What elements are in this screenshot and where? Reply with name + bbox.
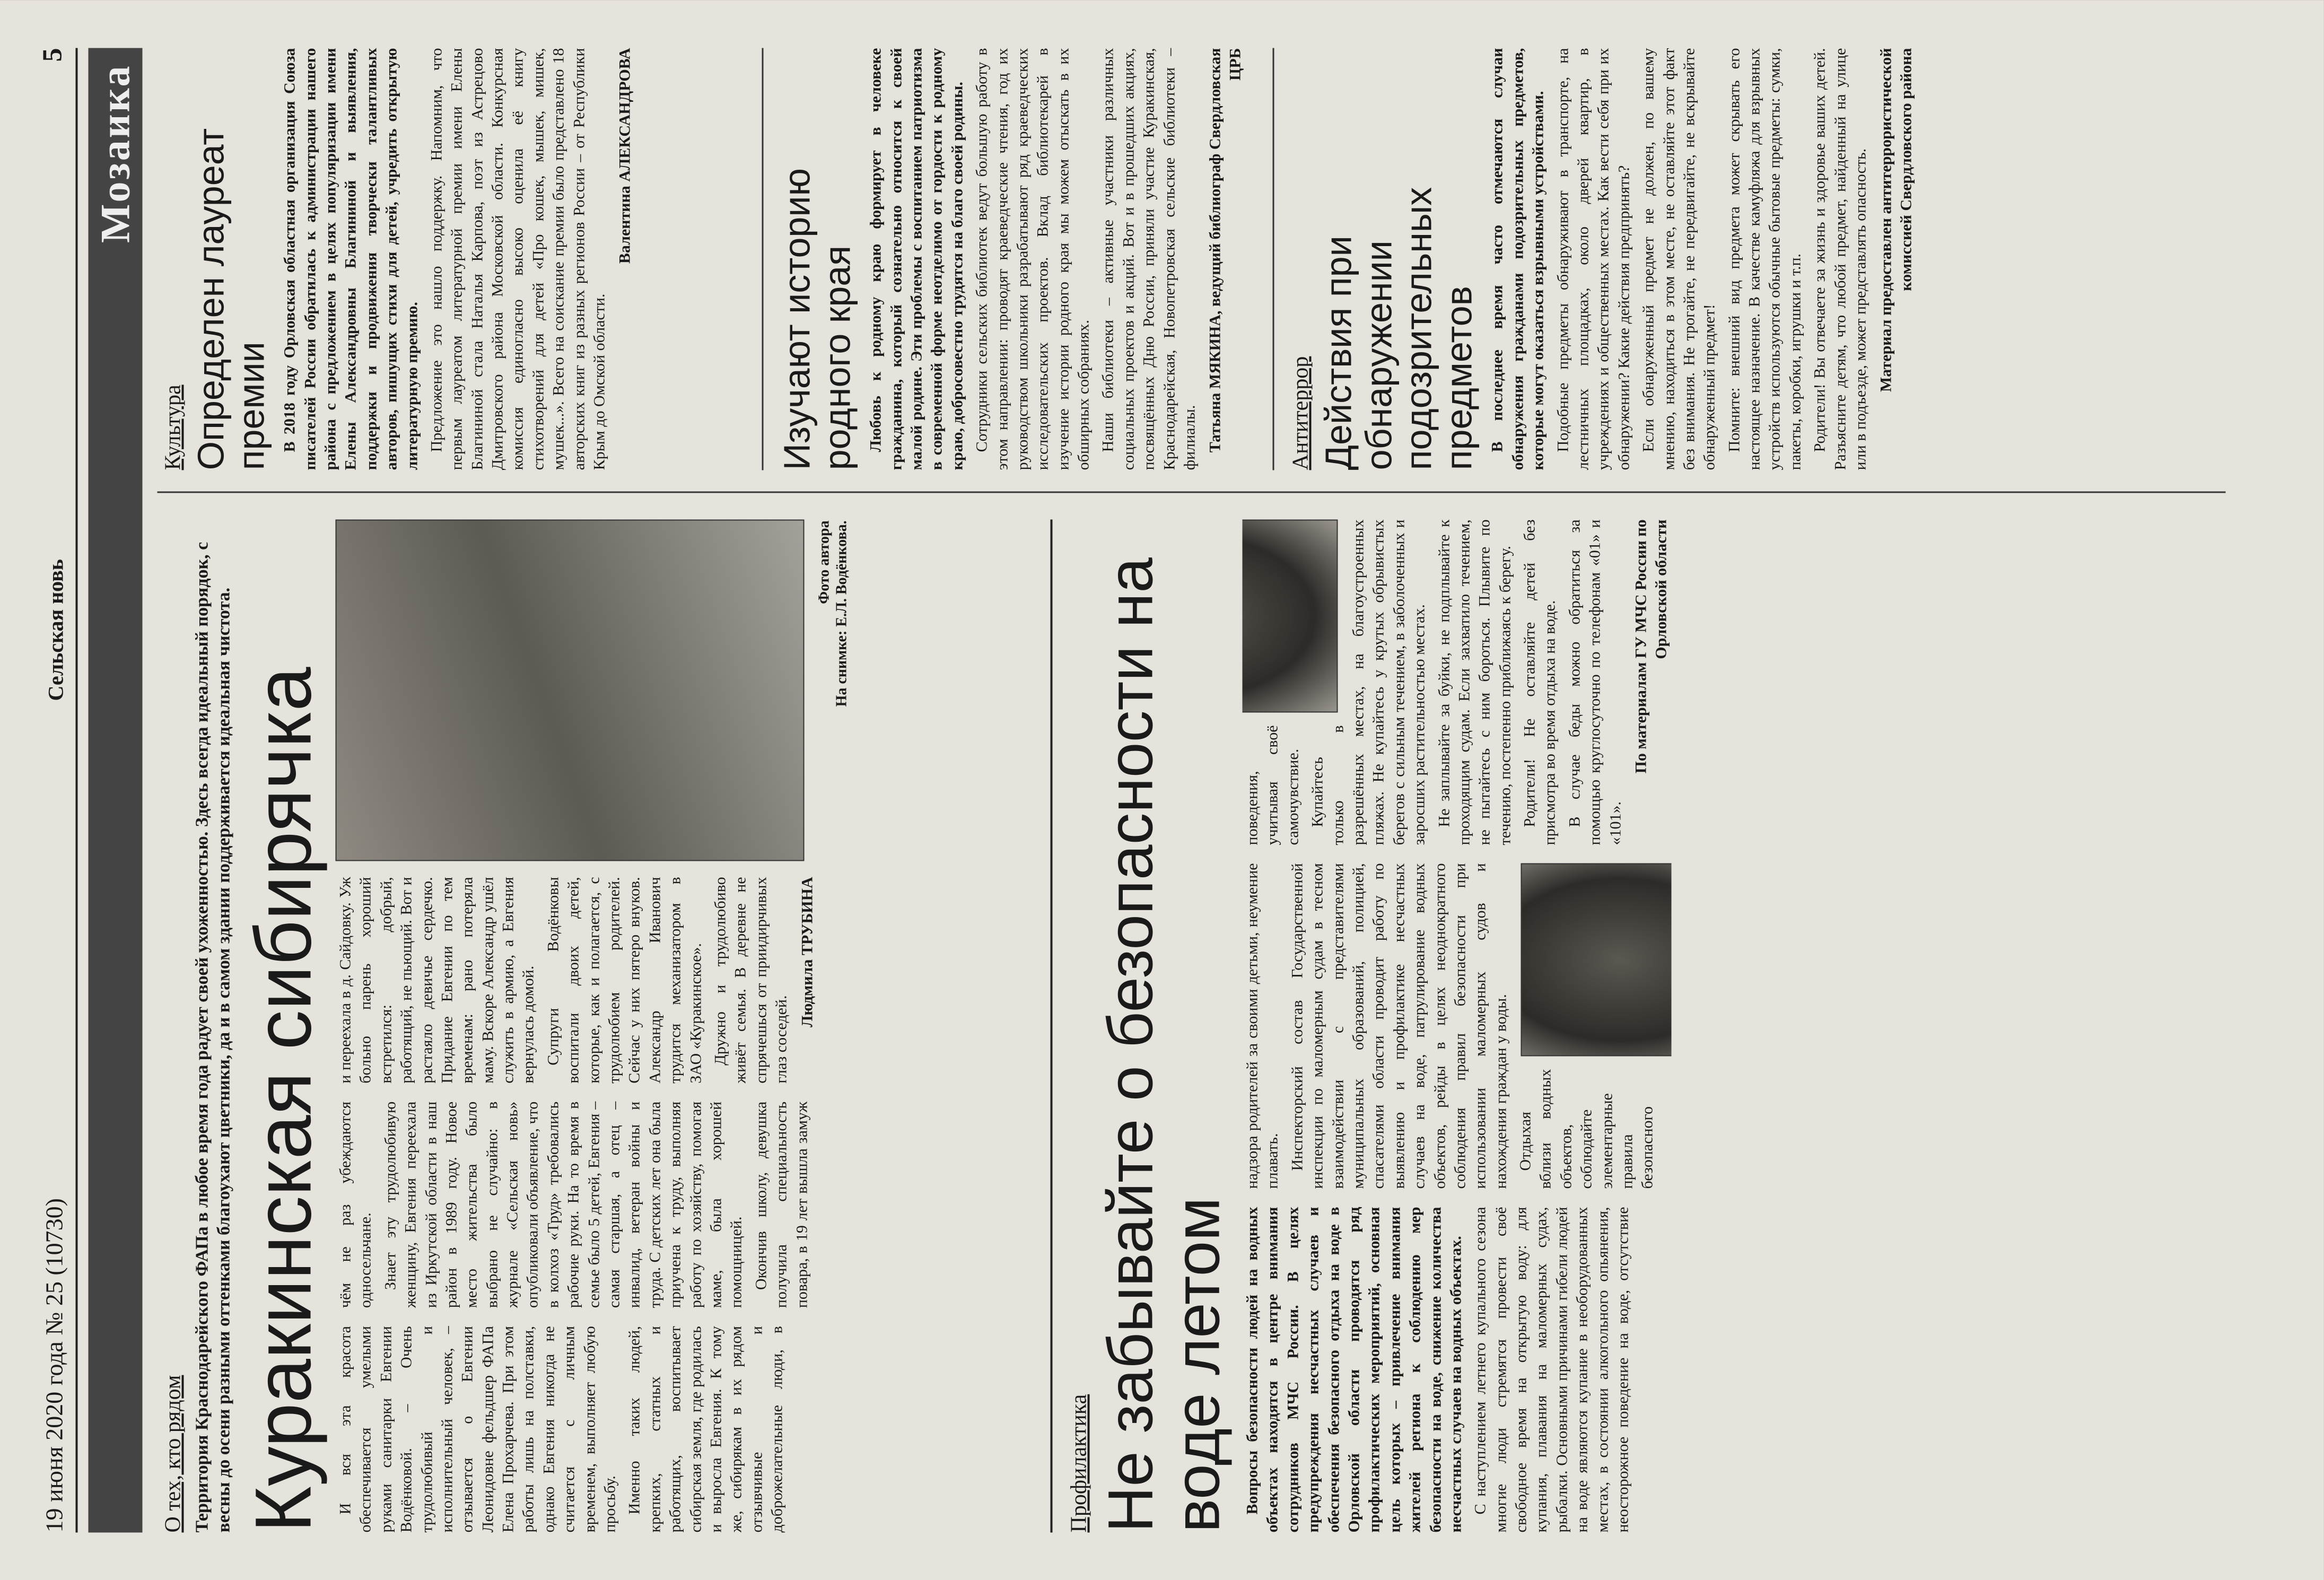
page-number: 5 — [37, 48, 68, 62]
section-title: Мозаика — [89, 48, 143, 1533]
article-library — [774, 48, 1262, 470]
paragraph: Родители! Не оставляйте детей без присмотра во время отдыха на воде. — [1521, 519, 1559, 845]
rubric: Профилактика — [1067, 1394, 1091, 1533]
rubric: Культура — [161, 385, 186, 470]
photo-caption — [815, 520, 851, 860]
headline: Куракинская сибирячка — [238, 667, 328, 1533]
headline: Определен лауреат премии — [190, 128, 272, 470]
article-body — [335, 877, 817, 1532]
paragraph: Предложение это нашло поддержку. Напомним, что первым лауреатом литературной премии имени Елены Благининой стала Наталья Карпова, поэт из Астрецово Дмитровского района Московской области. Конкурсная комиссия единогласно высоко оценила её книгу стихотворений для детей «Про кошек, мышек, мишек, мушек...». Всего на соискание премии было представлено 18 авторских книг из разных регионов России – от Республики Крым до Омской области. — [427, 48, 608, 470]
divider — [1051, 519, 1053, 1532]
newspaper-page — [0, 1, 2324, 1580]
lead: Вопросы безопасности людей на водных объектах находятся в центре внимания сотрудников МЧС России. В целях предупреждения несчастных случаев и обеспечения безопасного отдыха на воде в Орловской области проводятся ряд профилактических мероприятий, основная цель которых – привлечение внимания жителей региона к соблюдению мер безопасности на воде, снижение количества несчастных случаев на водных объектах. — [1243, 1207, 1465, 1533]
headline: Действия при обнаружении подозрительных предметов — [1317, 187, 1480, 470]
article-siberian — [158, 519, 1038, 1532]
page-grid — [158, 48, 2226, 1533]
lead: В 2018 году Орловская областная организация Союза писателей России обратилась к администрации нашего района с предложением в целях популяризации имени Елены Александровны Благининой и выявления, поддержки и продвижения творчески талантливых авторов, пишущих стихи для детей, учредить открытую литературную премию. — [281, 48, 421, 470]
paragraph: Сотрудники сельских библиотек ведут большую работу в этом направлении: проводят краеведческие чтения, год их руководством школьники разрабатывают ряд краеведческих исследовательских проектов. Вклад библиотекарей в изучение истории родного края мы можем отыскать в их обширных собраниях. — [973, 48, 1093, 470]
article-culture — [158, 48, 752, 470]
paragraph: Отдыхая вблизи водных объектов, соблюдайте элементарные правила безопасного поведения, учитывая своё самочувствие. — [1243, 725, 1656, 1189]
paragraph: С наступлением летнего купального сезона многие люди стремятся провести своё свободное время на открытую воду: для купания, плавания на маломерных судах, рыбалки. Основными причинами гибели людей на воде являются купание в необорудованных местах, в состоянии алкогольного опьянения, неосторожное поведение на воде, отсутствие надзора родителей за своими детьми, неумение плавать. — [1243, 863, 1632, 1533]
paragraph: Помните: внешний вид предмета может скрывать его настоящее назначение. В качестве камуфляжа для взрывных устройств используются обычные бытовые предметы: сумки, пакеты, коробки, игрушки и т.п. — [1725, 48, 1804, 470]
source: По материалам ГУ МЧС России по Орловской области — [1632, 519, 1670, 774]
paragraph: Купайтесь только в разрешённых местах, на благоустроенных пляжах. Не купайтесь у крутых обрывистых берегов с сильным течением, в заболоченных и заросших растительностью местах. — [1308, 519, 1428, 845]
photo-credit: Фото автора — [816, 520, 833, 604]
paragraph: Супруги Водёнковы воспитали двоих детей, которые, как и полагается, с трудолюбием родителей. Сейчас у них пятеро внуков. Александр Иванович трудится механизатором в ЗАО «Куракинское». — [544, 877, 705, 1084]
author: Валентина АЛЕКСАНДРОВА — [616, 48, 634, 264]
lead: В последнее время часто отмечаются случаи обнаружения гражданами подозрительных предметов, которые могут оказаться взрывными устройствами. — [1488, 48, 1547, 470]
lead: Территория Краснодарейского ФАПа в любое время года радует своей ухоженностью. Здесь всегда идеальный порядок, с весны до осени разными оттенками благоухают цветники, да и в самом здании поддерживается идеальная чистота. — [192, 542, 234, 1533]
paragraph: Не заплывайте за буйки, не подплывайте к проходящим судам. Если захватило течением, не пытайтесь с ним бороться. Плывите по течению, постепенно приближаясь к берегу. — [1435, 519, 1514, 845]
headline: Не забывайте о безопасности на воде летом — [1095, 557, 1233, 1533]
lead: Любовь к родному краю формирует в человеке гражданина, который сознательно относится к своей малой родине. Эти проблемы с воспитанием патриотизма в современной форме неотделимо от гордости к родному краю, добросовестно трудятся на благо своей родины. — [867, 48, 966, 470]
paragraph: Дружно и трудолюбиво живёт семья. В деревне не спрячешься от приидирчивых глаз соседей. — [711, 877, 790, 1084]
paragraph: Окончив школу, девушка получила специальность повара, в 19 лет вышла замуж и переехала в д. Сайдовку. Уж больно парень хороший встретился: добрый, работящий, не пьющий. Вот и растаяло девичье сердечко. Придание Евгении по тем временам: рано потеряла маму. Вскоре Александр ушёл служить в армию, а Евгения вернулась домой. — [336, 877, 811, 1308]
article-body — [866, 48, 1245, 470]
article-antiterror — [1285, 48, 2226, 470]
issue-date: 19 июня 2020 года № 25 (10730) — [40, 1198, 68, 1533]
photo-subject: На снимке: Е.Л. Водёнкова. — [833, 520, 850, 707]
paragraph: Если обнаруженный предмет не должен, по вашему мнению, находиться в этом месте, не оставляйте этот факт без внимания. Не трогайте, не передвигайте, не вскрывайте обнаруженный предмет! — [1639, 48, 1718, 470]
paragraph: Наши библиотеки – активные участники различных социальных проектов и акций. Вот и в прошедших акциях, посвящённых Дню России, приняли участие Куракинская, Краснодарейская, Новопетровская сельские библиотеки – филиалы. — [1099, 48, 1199, 470]
divider — [762, 48, 764, 470]
left-column — [158, 519, 2226, 1532]
rubric: Антитеррор — [1288, 356, 1313, 470]
author: Татьяна МЯКИНА, ведущий библиограф Свердловская ЦРБ — [1206, 48, 1244, 453]
article-body — [1488, 48, 1916, 470]
right-column — [158, 48, 2226, 493]
article-water-safety — [1063, 519, 2226, 1532]
article-body — [1243, 519, 1672, 1532]
rubric: О тех, кто рядом — [161, 1375, 186, 1533]
author: Людмила ТРУБИНА — [798, 877, 816, 1027]
paragraph: Инспекторский состав Государственной инспекции по маломерным судам в тесном взаимодействии с представителями муниципальных образований, полицией, спасателями области проводит работу по выявлению и профилактике несчастных случаев на воде, патрулирование водных объектов, рейды в целях неоднократного соблюдения правил безопасности при использовании маломерных судов и нахождения граждан у воды. — [1288, 863, 1510, 1189]
paragraph: И вся эта красота обеспечивается умелыми руками санитарки Евгении Водёнковой. – Очень трудолюбивый и исполнительный человек, – отзывается о Евгении Леонидовне фельдшер ФАПа Елена Прохарчева. При этом работы лишь на полставки, однако Евгения никогда не считается с личным временем, выполняет любую просьбу. — [336, 1326, 619, 1533]
paper-name: Сельская новь — [43, 559, 68, 701]
article-body — [280, 48, 635, 470]
photo-woman-with-bicycle — [335, 519, 850, 861]
paragraph: Подобные предметы обнаруживают в транспорте, на лестничных площадках, около дверей квартир, в учреждениях и общественных местах. Как вести себя при их обнаружении? Какие действия предпринять? — [1554, 48, 1633, 470]
source: Материал предоставлен антитеррористической комиссией Свердловского района — [1877, 48, 1915, 392]
paragraph: Знает эту трудолюбивую женщину, Евгения переехала из Иркутской области в наш район в 1989 году. Новое место жительства было выбрано не случайно: в журнале «Сельская новь» опубликовали объявление, что в колхоз «Труд» требовались рабочие руки. На то время в семье было 5 детей, Евгения – самая старшая, а отец – инвалид, ветеран войны и труда. С детских лет она была приучена к труду, выполняя работу по хозяйству, помогая маме, была хорошей помощницей. — [381, 1101, 745, 1308]
divider — [1273, 48, 1274, 470]
contacts: В случае беды можно обратиться за помощью круглосуточно по телефонам «01» и «101». — [1566, 519, 1624, 845]
paragraph: Именно таких людей, крепких, статных и работящих, воспитывает сибирская земля, где родилась и выросла Евгения. К тому же, сибирякам в их рядом отзывчивые и доброжелательные люди, в чём не раз убеждаются односельчане. — [336, 1101, 786, 1533]
page-header — [37, 48, 78, 1533]
headline: Изучают историю родного края — [776, 168, 858, 470]
paragraph: Родители! Вы отвечаете за жизнь и здоровье ваших детей. Разъясните детям, что любой предмет, найденный на улице или в подъезде, может представлять опасность. — [1811, 48, 1869, 470]
